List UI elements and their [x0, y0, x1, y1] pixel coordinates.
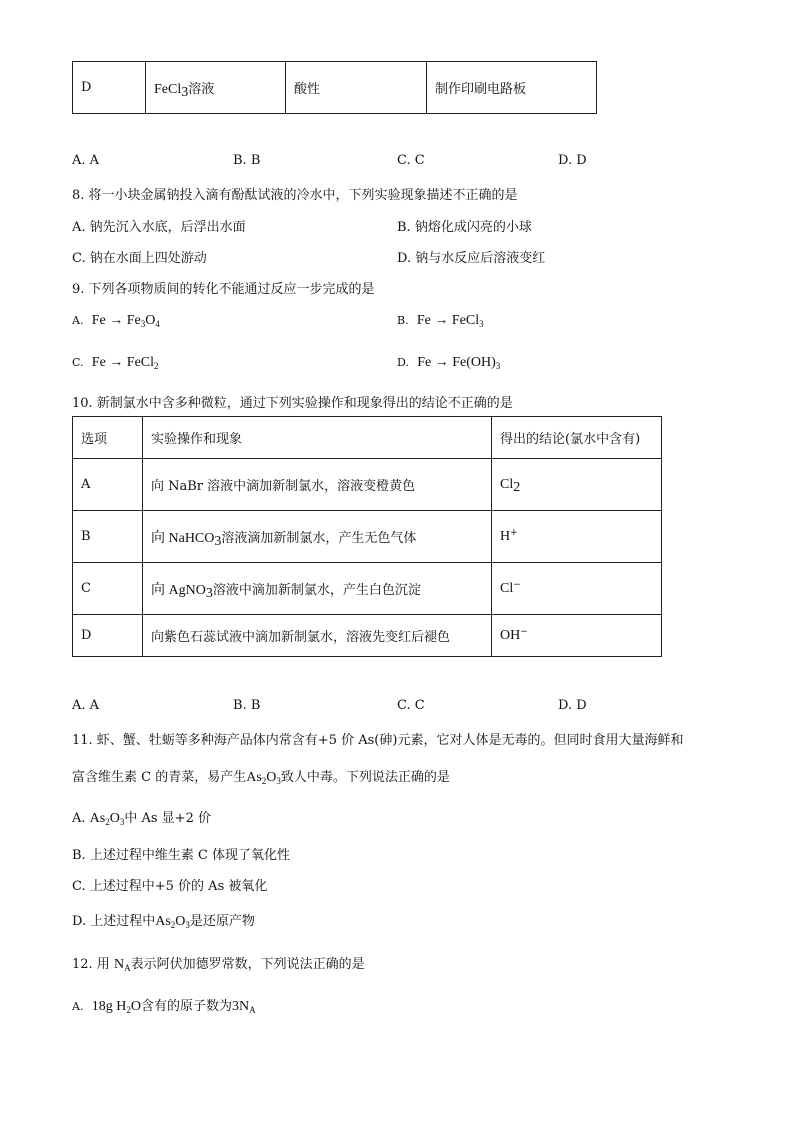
q8-option-c: C. 钠在水面上四处游动	[72, 251, 207, 266]
q8-option-a: A. 钠先沉入水底，后浮出水面	[72, 220, 246, 235]
table-row	[73, 459, 662, 511]
q10-row-b-conclusion: H+	[492, 511, 662, 563]
q10-row-c-option: C	[73, 563, 143, 615]
q10-row-c-conclusion: Cl−	[492, 563, 662, 615]
q8-stem: 8. 将一小块金属钠投入滴有酚酞试液的冷水中，下列实验现象描述不正确的是	[72, 188, 518, 203]
q10-row-a-conclusion: $Cl_2$	[492, 459, 662, 511]
q10-header-operation: 实验操作和现象	[143, 417, 492, 459]
q9-option-c: C. Fe → FeCl$_2$	[72, 355, 159, 371]
q10-option-a: A. A	[72, 698, 100, 713]
q11-option-b: B. 上述过程中维生素 C 体现了氧化性	[72, 848, 291, 863]
q10-row-b-option: B	[73, 511, 143, 563]
top-table-property: 酸性	[286, 62, 427, 114]
table-row	[73, 511, 662, 563]
q10-row-a-option: A	[73, 459, 143, 511]
q10-row-d-operation: 向紫色石蕊试液中滴加新制氯水，溶液先变红后褪色	[143, 615, 492, 657]
q10-header-option: 选项	[73, 417, 143, 459]
q10-header-conclusion: 得出的结论(氯水中含有)	[492, 417, 662, 459]
q9-option-b: B. Fe → FeCl$_3$	[397, 313, 484, 329]
top-table-substance: FeCl$_3$溶液	[146, 62, 286, 114]
q12-option-a: A. 18g $H_2O$含有的原子数为$3N_A$	[72, 999, 256, 1015]
q10-option-d: D. D	[558, 698, 587, 713]
q9-option-d: D. $Fe \to Fe(OH)_3$	[397, 355, 501, 371]
q7-option-a: A. A	[72, 153, 100, 168]
top-table-use: 制作印刷电路板	[427, 62, 597, 114]
q11-option-c: C. 上述过程中+5 价的 As 被氧化	[72, 879, 268, 894]
q7-option-d: D. D	[558, 153, 587, 168]
top-table	[72, 61, 597, 114]
q12-stem: 12. 用 $N_A$表示阿伏加德罗常数，下列说法正确的是	[72, 957, 365, 973]
q10-row-a-operation: 向 NaBr 溶液中滴加新制氯水，溶液变橙黄色	[143, 459, 492, 511]
q11-line2: 富含维生素 C 的青菜，易产生$As_2O_3$致人中毒。下列说法正确的是	[72, 770, 450, 786]
q10-row-b-operation: 向 NaHCO$_3$溶液滴加新制氯水，产生无色气体	[143, 511, 492, 563]
table-row	[73, 615, 662, 657]
q9-option-a: A. $Fe \to Fe_3O_4$	[72, 313, 160, 329]
q10-stem: 10. 新制氯水中含多种微粒，通过下列实验操作和现象得出的结论不正确的是	[72, 396, 513, 411]
q8-option-b: B. 钠熔化成闪亮的小球	[397, 220, 532, 235]
q10-row-c-operation: 向 AgNO$_3$溶液中滴加新制氯水，产生白色沉淀	[143, 563, 492, 615]
q10-option-b: B. B	[233, 698, 261, 713]
q8-option-d: D. 钠与水反应后溶液变红	[397, 251, 546, 266]
top-table-option: D	[73, 62, 146, 114]
table-row	[73, 563, 662, 615]
q9-stem: 9. 下列各项物质间的转化不能通过反应一步完成的是	[72, 282, 375, 297]
q11-line1: 11. 虾、蟹、牡蛎等多种海产品体内常含有+5 价 As(砷)元素，它对人体是无毒的。但同时食用大量海鲜和	[72, 733, 684, 748]
q10-table	[72, 416, 662, 657]
q10-row-d-option: D	[73, 615, 143, 657]
q10-option-c: C. C	[397, 698, 425, 713]
q10-row-d-conclusion: OH−	[492, 615, 662, 657]
q7-option-c: C. C	[397, 153, 425, 168]
q7-option-b: B. B	[233, 153, 261, 168]
q10-table-header	[73, 417, 662, 459]
q11-option-a: A. $As_2O_3$中 As 显+2 价	[72, 811, 211, 827]
q11-option-d: D. 上述过程中$As_2O_3$是还原产物	[72, 914, 255, 930]
